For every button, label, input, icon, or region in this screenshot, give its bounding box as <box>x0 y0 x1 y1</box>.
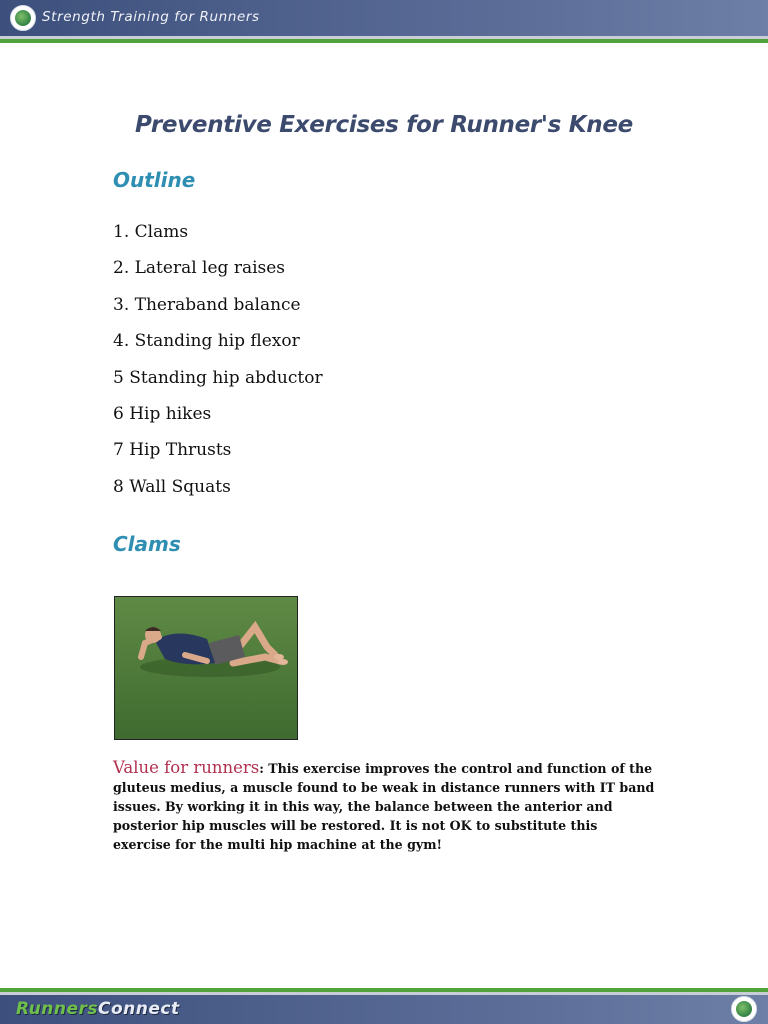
outline-item: 8 Wall Squats <box>113 476 231 497</box>
outline-item: 7 Hip Thrusts <box>113 440 232 461</box>
header-title: Strength Training for Runners <box>42 9 260 25</box>
page-title: Preventive Exercises for Runner's Knee <box>135 112 633 138</box>
outline-item: 5 Standing hip abductor <box>113 367 323 388</box>
header-bar <box>0 0 768 36</box>
outline-list <box>113 220 323 511</box>
clams-exercise-photo <box>114 596 298 740</box>
outline-item: 6 Hip hikes <box>113 403 212 424</box>
footer-bar <box>0 995 768 1024</box>
footer-brand-part2: Connect <box>98 999 180 1019</box>
footer-brand-part1: Runners <box>16 999 99 1019</box>
footer-brand-logo <box>16 999 180 1019</box>
value-for-runners-label: Value for runners <box>113 758 260 777</box>
clams-value-paragraph <box>113 758 658 854</box>
value-for-runners-text: : This exercise improves the control and function of the gluteus medius, a muscle found to be weak in distance runners with IT band issues. By working it in this way, the balance between the anterior and posterior hip muscles will be restored. It is not OK to substitute this exercise for the multi hip machine at the gym! <box>113 761 655 852</box>
header-divider-green <box>0 39 768 43</box>
clams-photo-illustration <box>115 597 297 739</box>
runner-globe-icon <box>731 996 757 1022</box>
outline-item: 4. Standing hip flexor <box>113 331 300 352</box>
outline-heading: Outline <box>113 168 196 192</box>
runner-globe-icon <box>10 5 36 31</box>
outline-item: 3. Theraband balance <box>113 294 301 315</box>
outline-item: 1. Clams <box>113 222 189 242</box>
clams-heading: Clams <box>113 532 181 556</box>
outline-item: 2. Lateral leg raises <box>113 258 286 279</box>
